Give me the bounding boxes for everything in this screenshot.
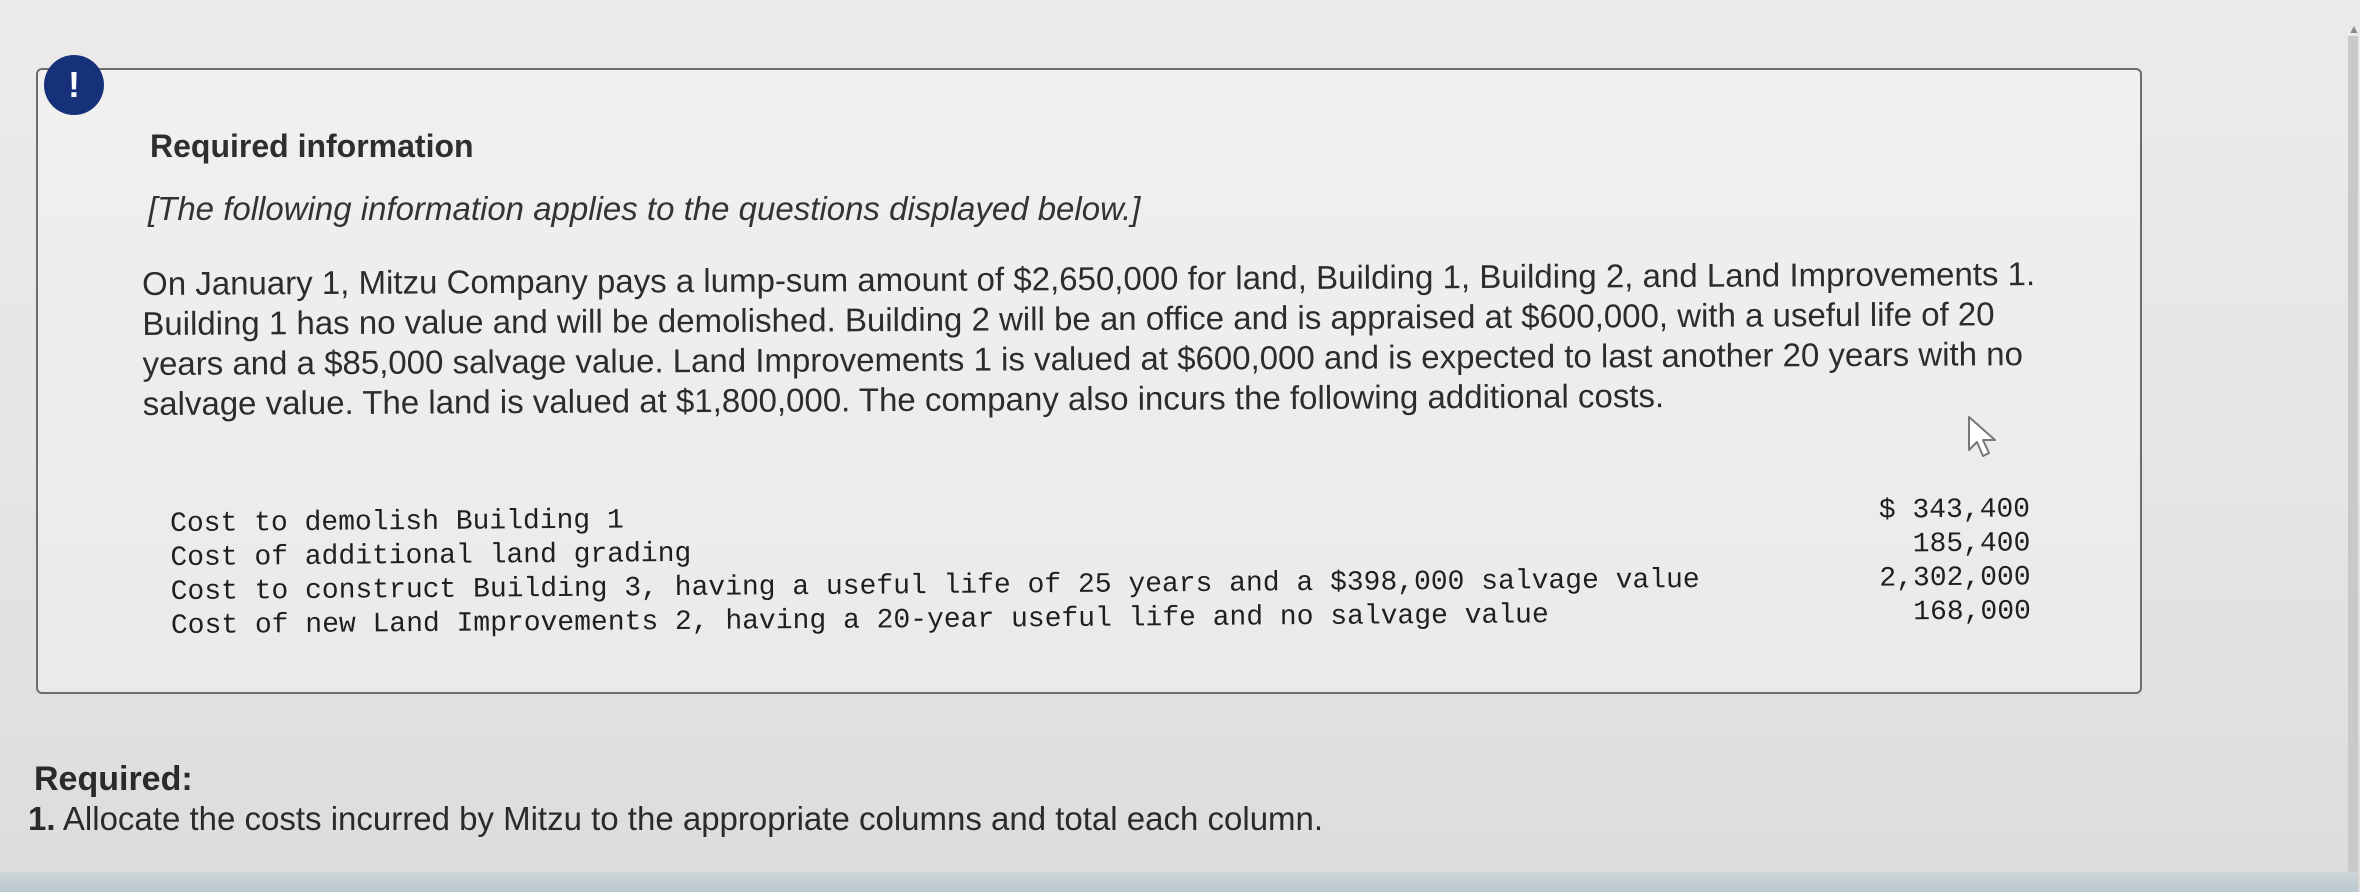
scroll-up-arrow-icon[interactable]: ▲: [2348, 22, 2360, 36]
required-item-text: Allocate the costs incurred by Mitzu to the appropriate columns and total each column.: [62, 800, 1324, 837]
info-note: [The following information applies to the questions displayed below.]: [148, 190, 1141, 227]
required-item-number: 1.: [28, 800, 56, 837]
cost-label: Cost of additional land grading: [170, 538, 692, 574]
exclamation-icon: !: [44, 55, 104, 115]
cost-value: 2,302,000: [1879, 562, 2031, 595]
mouse-pointer-icon: [1965, 414, 2005, 460]
cost-value: 185,400: [1912, 528, 2031, 561]
required-heading: Required:: [34, 760, 193, 798]
answer-area-edge: [0, 872, 2358, 892]
cost-value: $ 343,400: [1878, 494, 2031, 527]
additional-costs-table: [170, 493, 2031, 644]
required-item-1: [28, 800, 1323, 838]
scrollbar-track[interactable]: [2348, 36, 2358, 892]
problem-description: On January 1, Mitzu Company pays a lump-sum amount of $2,650,000 for land, Building 1, Building 2, and Land Improvements 1. Building 1 has no value and will be demolished. Building 2 will be an office and is appraised at $600,000, with a useful life of 20 years and a $85,000 salvage value. Land Improvements 1 is valued at $600,000 and is expected to last another 20 years with no salvage value. The land is valued at $1,800,000. The company also incurs the following additional costs.: [142, 255, 2036, 422]
info-title: Required information: [150, 128, 474, 164]
cost-value: 168,000: [1913, 596, 2031, 629]
cost-label: Cost of new Land Improvements 2, having a 20-year useful life and no salvage value: [170, 600, 1549, 642]
cost-label: Cost to demolish Building 1: [170, 505, 624, 540]
cost-label: Cost to construct Building 3, having a useful life of 25 years and a $398,000 salvage value: [170, 564, 1700, 608]
